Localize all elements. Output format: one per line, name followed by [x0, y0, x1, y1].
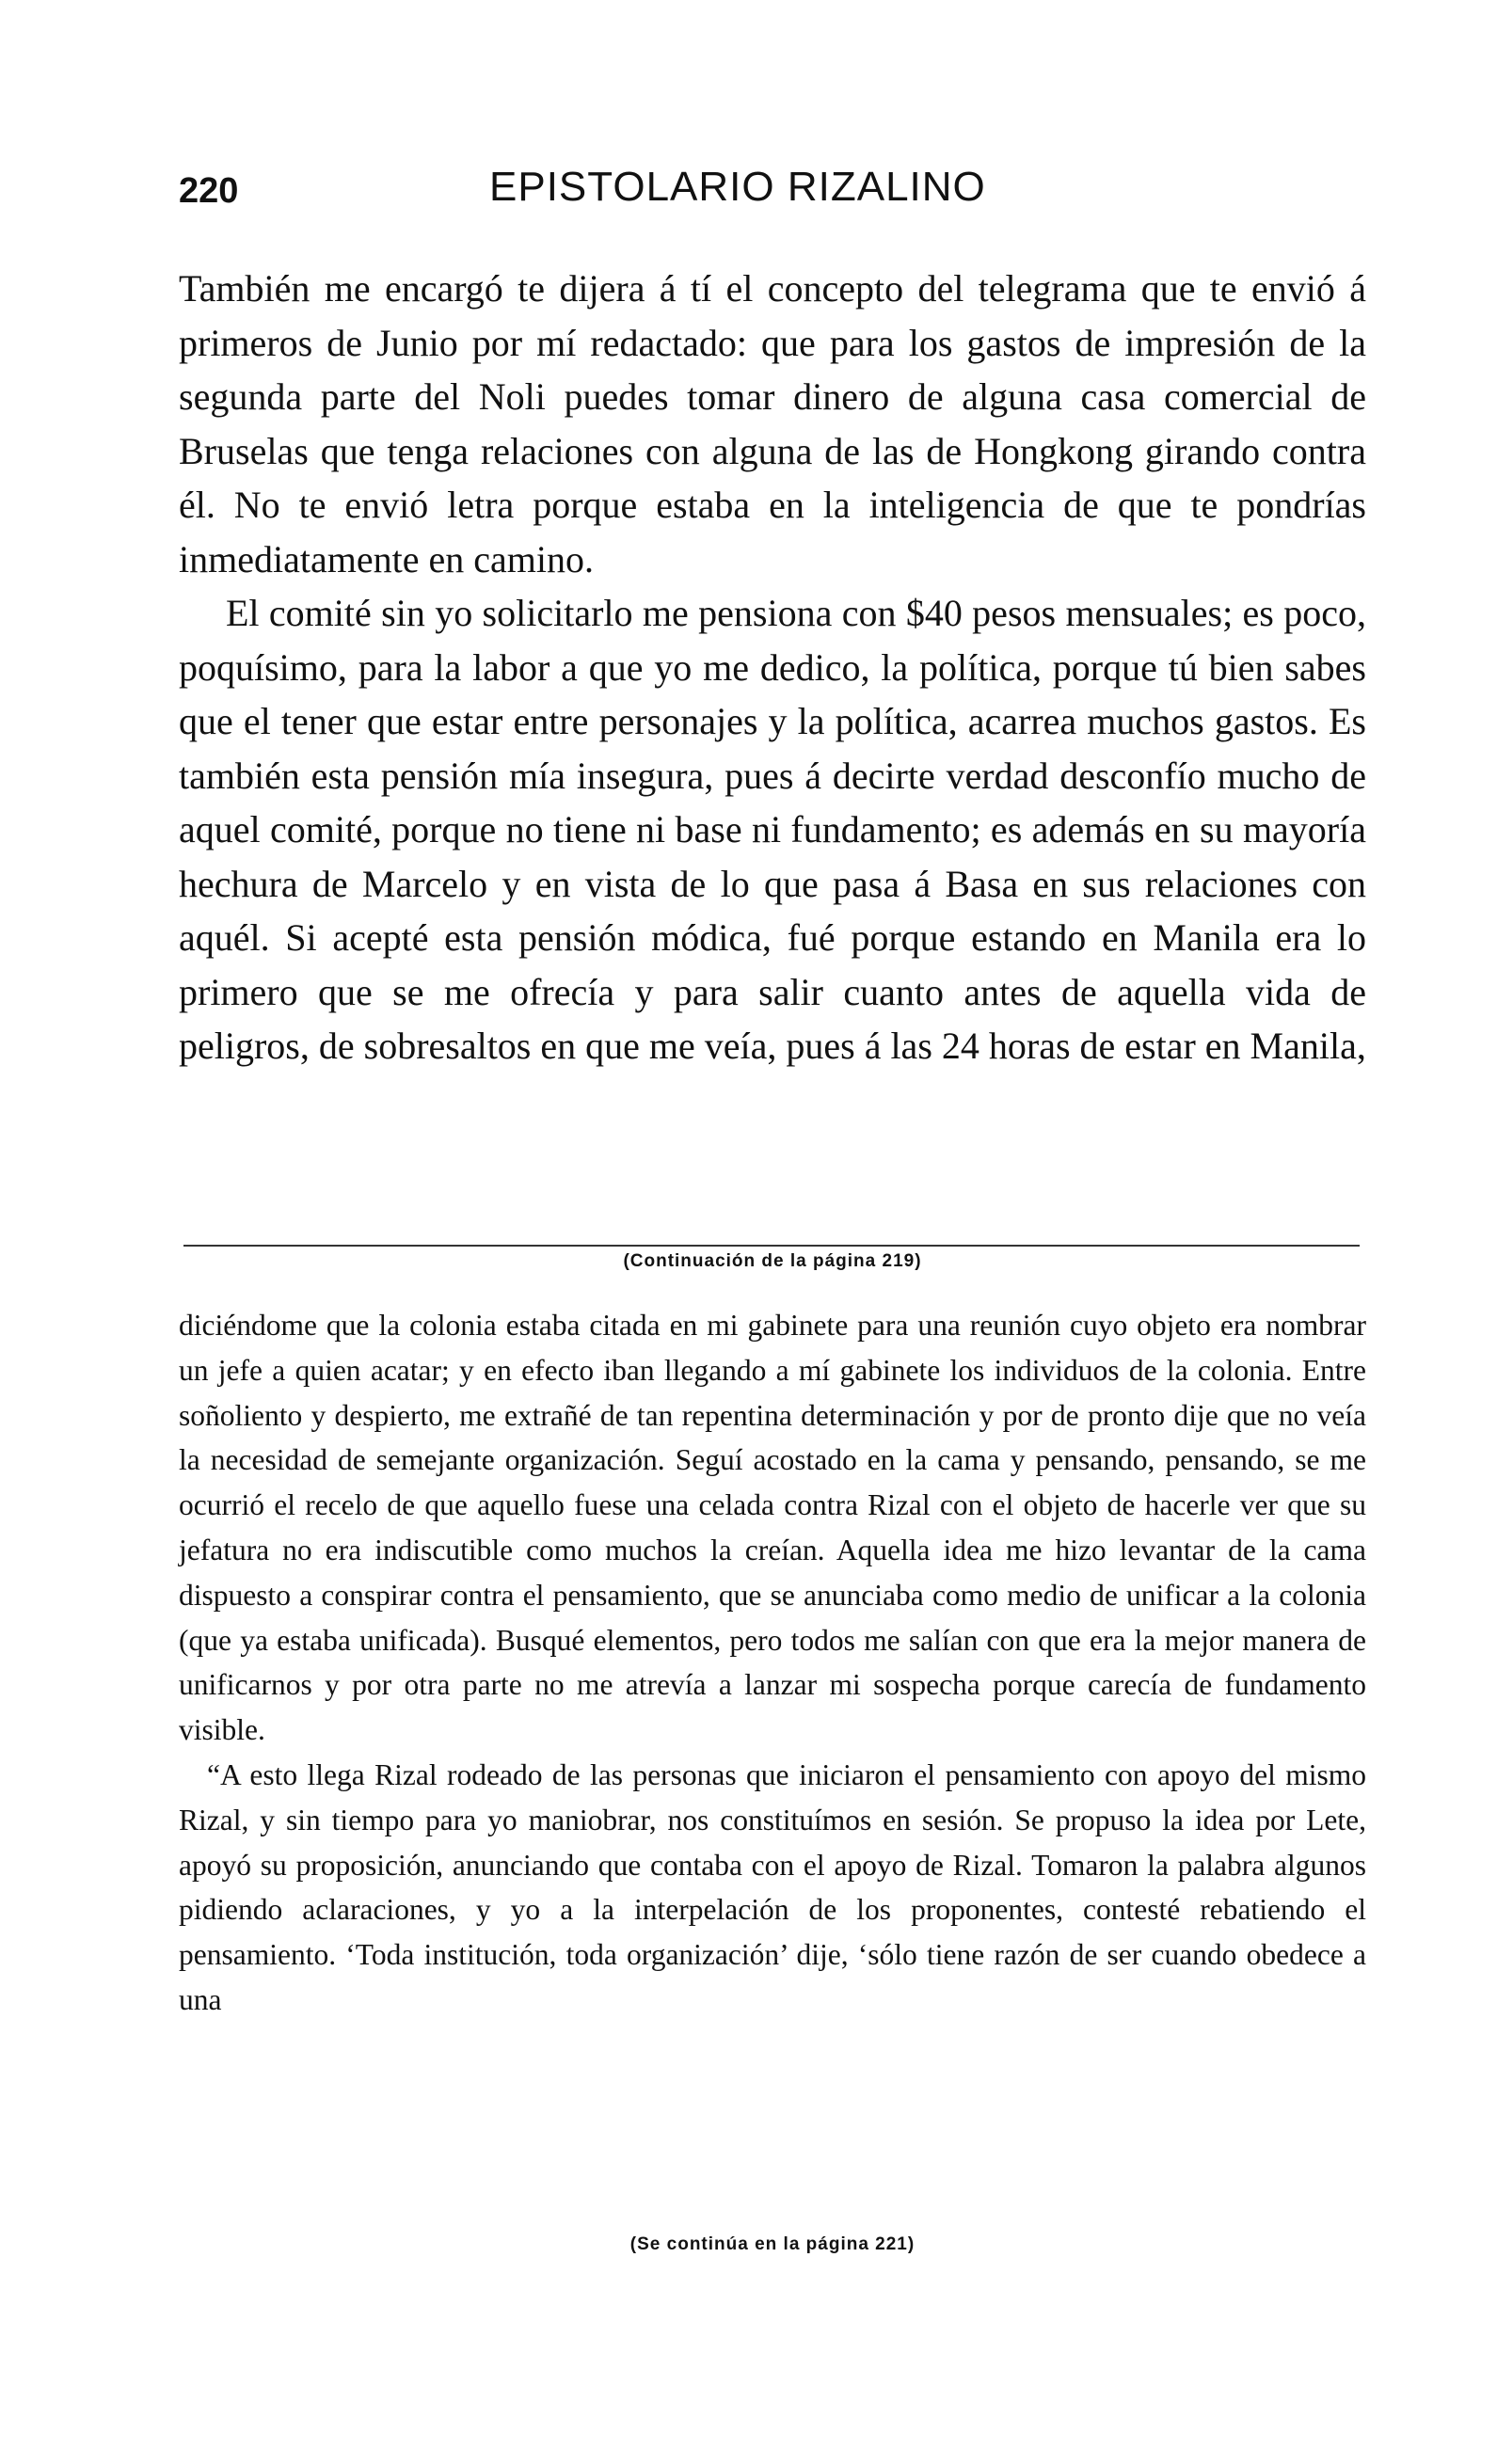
footnote-paragraph: diciéndome que la colonia estaba citada en mi gabinete para una reunión cuyo objeto era nombrar un jefe a quien acatar; y en efecto iban llegando a mí gabinete los individuos de la colonia. Entre soñoliento y despierto, me extrañé de tan repentina determinación y por de pronto dije que no veía la necesidad de semejante organización. Seguí acostado en la cama y pensando, pensando, se me ocurrió el recelo de que aquello fuese una celada contra Rizal con el objeto de hacerle ver que su jefatura no era indiscutible como muchos la creían. Aquella idea me hizo levantar de la cama dispuesto a conspirar contra el pensamiento, que se anunciaba como medio de unificar a la colonia (que ya estaba unificada). Busqué elementos, pero todos me salían con que era la mejor manera de unificarnos y por otra parte no me atrevía a lanzar mi sospecha porque carecía de fundamento visible.	[179, 1309, 1366, 1747]
footnote-paragraph: “A esto llega Rizal rodeado de las personas que iniciaron el pensamiento con apoyo del mismo Rizal, y sin tiempo para yo maniobrar, nos constituímos en sesión. Se propuso la idea por Lete, apoyó su proposición, anunciando que contaba con el apoyo de Rizal. Tomaron la palabra algunos pidiendo aclaraciones, y yo a la interpelación de los proponentes, contesté rebatiendo el pensamiento. ‘Toda institución, toda organización’ dije, ‘sólo tiene razón de ser cuando obedece a una	[179, 1757, 1366, 2016]
footnote-divider	[183, 1245, 1360, 1247]
footnote-text	[179, 1303, 1366, 2023]
main-text	[179, 262, 1366, 1073]
body-paragraph: El comité sin yo solicitarlo me pensiona con $40 pesos mensuales; es poco, poquísimo, para la labor a que yo me dedico, la política, porque tú bien sabes que el tener que estar entre personajes y la política, acarrea muchos gastos. Es también esta pensión mía insegura, pues á decirte verdad desconfío mucho de aquel comité, porque no tiene ni base ni fundamento; es además en su mayoría hechura de Marcelo y en vista de lo que pasa á Basa en sus relaciones con aquél. Si acepté esta pensión módica, fué porque estando en Manila era lo primero que se me ofrecía y para salir cuanto antes de aquella vida de peligros, de sobresaltos en que me veía, pues á las 24 horas de estar en Manila,	[179, 592, 1366, 1067]
page-number: 220	[179, 171, 239, 211]
footnote-continued-from: (Continuación de la página 219)	[623, 1251, 922, 1271]
running-title: EPISTOLARIO RIZALINO	[489, 164, 986, 210]
page-header	[179, 158, 1364, 224]
body-paragraph: También me encargó te dijera á tí el concepto del telegrama que te envió á primeros de Junio por mí redactado: que para los gastos de impresión de la segunda parte del Noli puedes tomar dinero de alguna casa comercial de Bruselas que tenga relaciones con alguna de las de Hongkong girando contra él. No te envió letra porque estaba en la inteligencia de que te pondrías inmediatamente en camino.	[179, 267, 1366, 580]
footnote-continued-on: (Se continúa en la página 221)	[629, 2234, 916, 2254]
